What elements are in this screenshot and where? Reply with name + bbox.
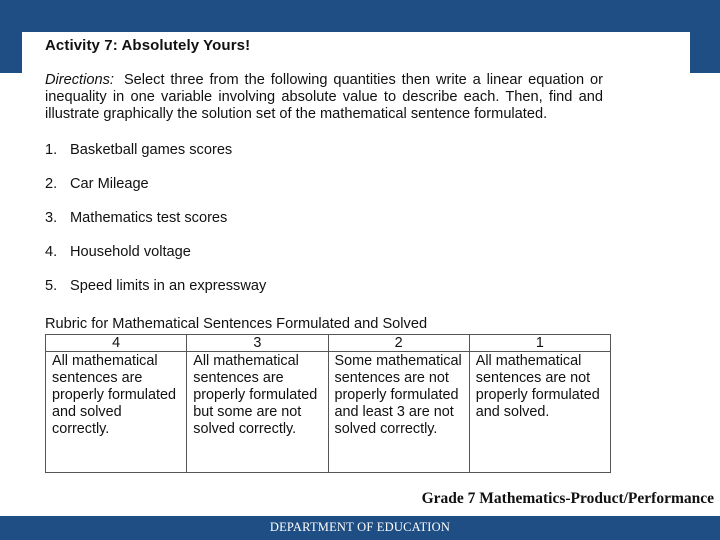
list-item-number: 1. [45, 142, 58, 158]
list-item [45, 277, 445, 311]
footer-text: DEPARTMENT OF EDUCATION [269, 520, 451, 534]
list-item-number: 2. [45, 176, 58, 192]
rubric-header-cell: 1 [469, 335, 610, 352]
list-item [45, 141, 445, 175]
quantities-list [45, 141, 445, 311]
directions-paragraph [45, 72, 603, 123]
rubric-title: Rubric for Mathematical Sentences Formulated and Solved [45, 316, 428, 332]
rubric-header-row [46, 335, 611, 352]
rubric-header-cell: 4 [46, 335, 187, 352]
rubric-cell: All mathematical sentences are properly formulated and solved correctly. [46, 352, 187, 473]
list-item [45, 243, 445, 277]
grade-caption: Grade 7 Mathematics-Product/Performance [421, 490, 714, 507]
list-item-text: Basketball games scores [70, 142, 233, 158]
rubric-header-cell: 2 [328, 335, 469, 352]
rubric-table [45, 334, 611, 473]
list-item-number: 4. [45, 244, 58, 260]
list-item-text: Household voltage [70, 244, 191, 260]
list-item [45, 209, 445, 243]
list-item-text: Car Mileage [70, 176, 149, 192]
directions-text: Select three from the following quantities then write a linear equation or inequality in one variable involving absolute value to describe each. Then, find and illustrate graphically the solution set of the mathematical sentence formulated. [45, 72, 603, 122]
directions-label: Directions: [45, 72, 114, 88]
list-item-text: Speed limits in an expressway [70, 278, 267, 294]
table-row [46, 352, 611, 473]
rubric-cell: All mathematical sentences are not properly formulated and solved. [469, 352, 610, 473]
list-item-number: 5. [45, 278, 58, 294]
rubric-cell: All mathematical sentences are properly formulated but some are not solved correctly. [187, 352, 328, 473]
activity-title: Activity 7: Absolutely Yours! [45, 37, 251, 54]
rubric-header-cell: 3 [187, 335, 328, 352]
list-item [45, 175, 445, 209]
list-item-text: Mathematics test scores [70, 210, 228, 226]
list-item-number: 3. [45, 210, 58, 226]
rubric-cell: Some mathematical sentences are not properly formulated and least 3 are not solved correctly. [328, 352, 469, 473]
